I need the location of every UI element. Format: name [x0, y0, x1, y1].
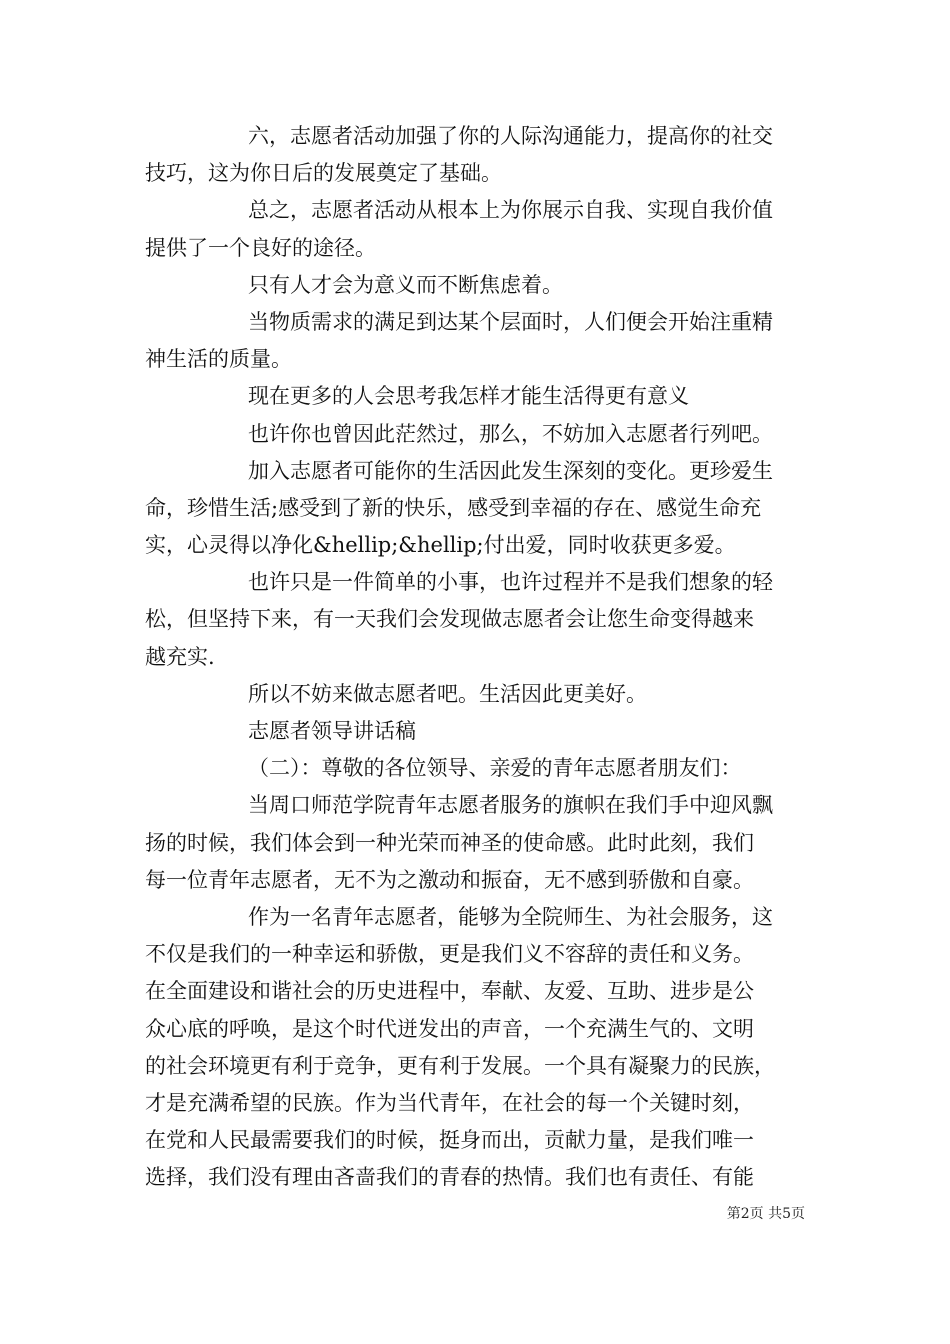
salutation-line: （二）：尊敬的各位领导、亲爱的青年志愿者朋友们： [248, 756, 742, 781]
footer-middle: 页 共 [749, 1206, 783, 1222]
text-line: 提供了一个良好的途径。 [145, 235, 376, 260]
footer-prefix: 第 [726, 1206, 741, 1222]
text-line: 当物质需求的满足到达某个层面时，人们便会开始注重精 [248, 309, 773, 334]
page-number: 2 [740, 1206, 750, 1222]
text-line: 越充实. [145, 644, 215, 669]
text-line: 所以不妨来做志愿者吧。生活因此更美好。 [248, 681, 647, 706]
text-line: 加入志愿者可能你的生活因此发生深刻的变化。更珍爱生 [248, 458, 773, 483]
footer-suffix: 页 [791, 1206, 805, 1222]
text-line: 六，志愿者活动加强了你的人际沟通能力，提高你的社交 [248, 124, 773, 148]
text-line: 也许只是一件简单的小事，也许过程并不是我们想象的轻 [248, 570, 773, 595]
text-line: 命，珍惜生活;感受到了新的快乐，感受到幸福的存在、感觉生命充 [145, 495, 762, 520]
text-line: 只有人才会为意义而不断焦虑着。 [248, 272, 563, 297]
text-line: 松，但坚持下来，有一天我们会发现做志愿者会让您生命变得越来 [145, 607, 754, 632]
section-title: 志愿者领导讲话稿 [248, 719, 416, 743]
text-line: 在全面建设和谐社会的历史进程中，奉献、友爱、互助、进步是公 [145, 979, 754, 1004]
text-line: 技巧，这为你日后的发展奠定了基础。 [145, 161, 502, 186]
text-line: 不仅是我们的一种幸运和骄傲，更是我们义不容辞的责任和义务。 [145, 942, 754, 967]
text-line: 当周口师范学院青年志愿者服务的旗帜在我们手中迎风飘 [248, 793, 773, 818]
text-line: 神生活的质量。 [145, 347, 292, 372]
document-body [145, 118, 835, 1196]
text-line: 作为一名青年志愿者，能够为全院师生、为社会服务，这 [248, 904, 773, 929]
text-line: 的社会环境更有利于竞争，更有利于发展。一个具有凝聚力的民族， [145, 1053, 775, 1078]
text-line: 才是充满希望的民族。作为当代青年，在社会的每一个关键时刻， [145, 1090, 754, 1115]
text-line: 扬的时候，我们体会到一种光荣而神圣的使命感。此时此刻，我们 [145, 830, 754, 855]
text-line: 选择，我们没有理由吝啬我们的青春的热情。我们也有责任、有能 [145, 1165, 754, 1190]
text-line: 众心底的呼唤，是这个时代迸发出的声音，一个充满生气的、文明 [145, 1016, 754, 1041]
text-line: 总之，志愿者活动从根本上为你展示自我、实现自我价值 [248, 198, 773, 223]
text-line: 现在更多的人会思考我怎样才能生活得更有意义 [248, 384, 689, 409]
page-total: 5 [782, 1206, 791, 1222]
text-line: 也许你也曾因此茫然过，那么，不妨加入志愿者行列吧。 [248, 421, 773, 446]
text-line: 实，心灵得以净化&hellip;&hellip;付出爱，同时收获更多爱。 [145, 533, 736, 558]
text-line: 在党和人民最需要我们的时候，挺身而出，贡献力量，是我们唯一 [145, 1128, 754, 1153]
text-line: 每一位青年志愿者，无不为之激动和振奋，无不感到骄傲和自豪。 [145, 867, 754, 892]
page-footer [727, 1203, 805, 1223]
